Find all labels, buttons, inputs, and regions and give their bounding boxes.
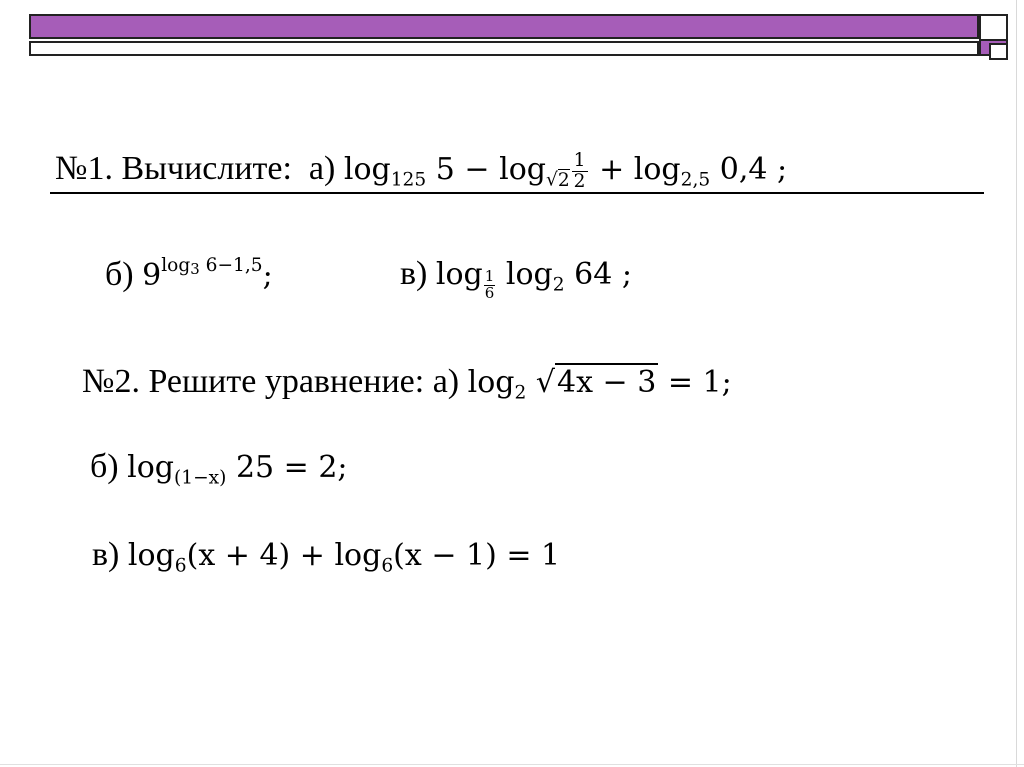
task1-title: Вычислите: — [121, 150, 292, 188]
slide-frame-bottom — [0, 764, 1024, 765]
header-square-white — [979, 14, 1008, 41]
header-bar-top — [29, 14, 979, 39]
task2-a-expression: $\log_2 √4x - 3 = 1$; — [467, 365, 732, 404]
task2-title: Решите уравнение: — [148, 363, 425, 400]
task1-c-label: в) — [400, 255, 428, 292]
task1-c-expression: log $\frac{1}{6}$ $\log_2 64$ ; — [435, 257, 632, 302]
task2-b-line — [90, 450, 348, 488]
task1-a-line — [55, 151, 787, 191]
task2-a-line — [82, 365, 732, 403]
task2-a-label: а) — [432, 363, 460, 400]
task2-c-label: в) — [92, 536, 120, 573]
slide-frame-right — [1016, 0, 1017, 767]
task2-b-expression: $\log_{(1-x)} 25 = 2$; — [127, 450, 348, 489]
task2-c-expression: $\log_6(x + 4) + \log_6(x - 1) = 1$ — [127, 538, 561, 577]
task1-a-expression: $\log_{125} 5 - \log_{√2}$ $\frac{1}{2}$ + $\log_{2,5} 0,4$ ; — [343, 150, 788, 192]
header-bar-bottom — [29, 41, 979, 56]
task1-label: №1. — [55, 150, 113, 188]
task1-c-line — [400, 257, 632, 301]
header-square-inner — [989, 43, 1008, 60]
task1-underline — [50, 192, 984, 194]
task1-b-line — [105, 257, 273, 292]
task2-b-label: б) — [90, 448, 119, 485]
task2-c-line — [92, 538, 560, 576]
task1-b-label: б) — [105, 255, 134, 293]
task1-b-expression: $9^{log3 6-1,5}$; — [142, 255, 273, 293]
task2-label: №2. — [82, 363, 140, 400]
task1-a-label: а) — [308, 150, 336, 188]
